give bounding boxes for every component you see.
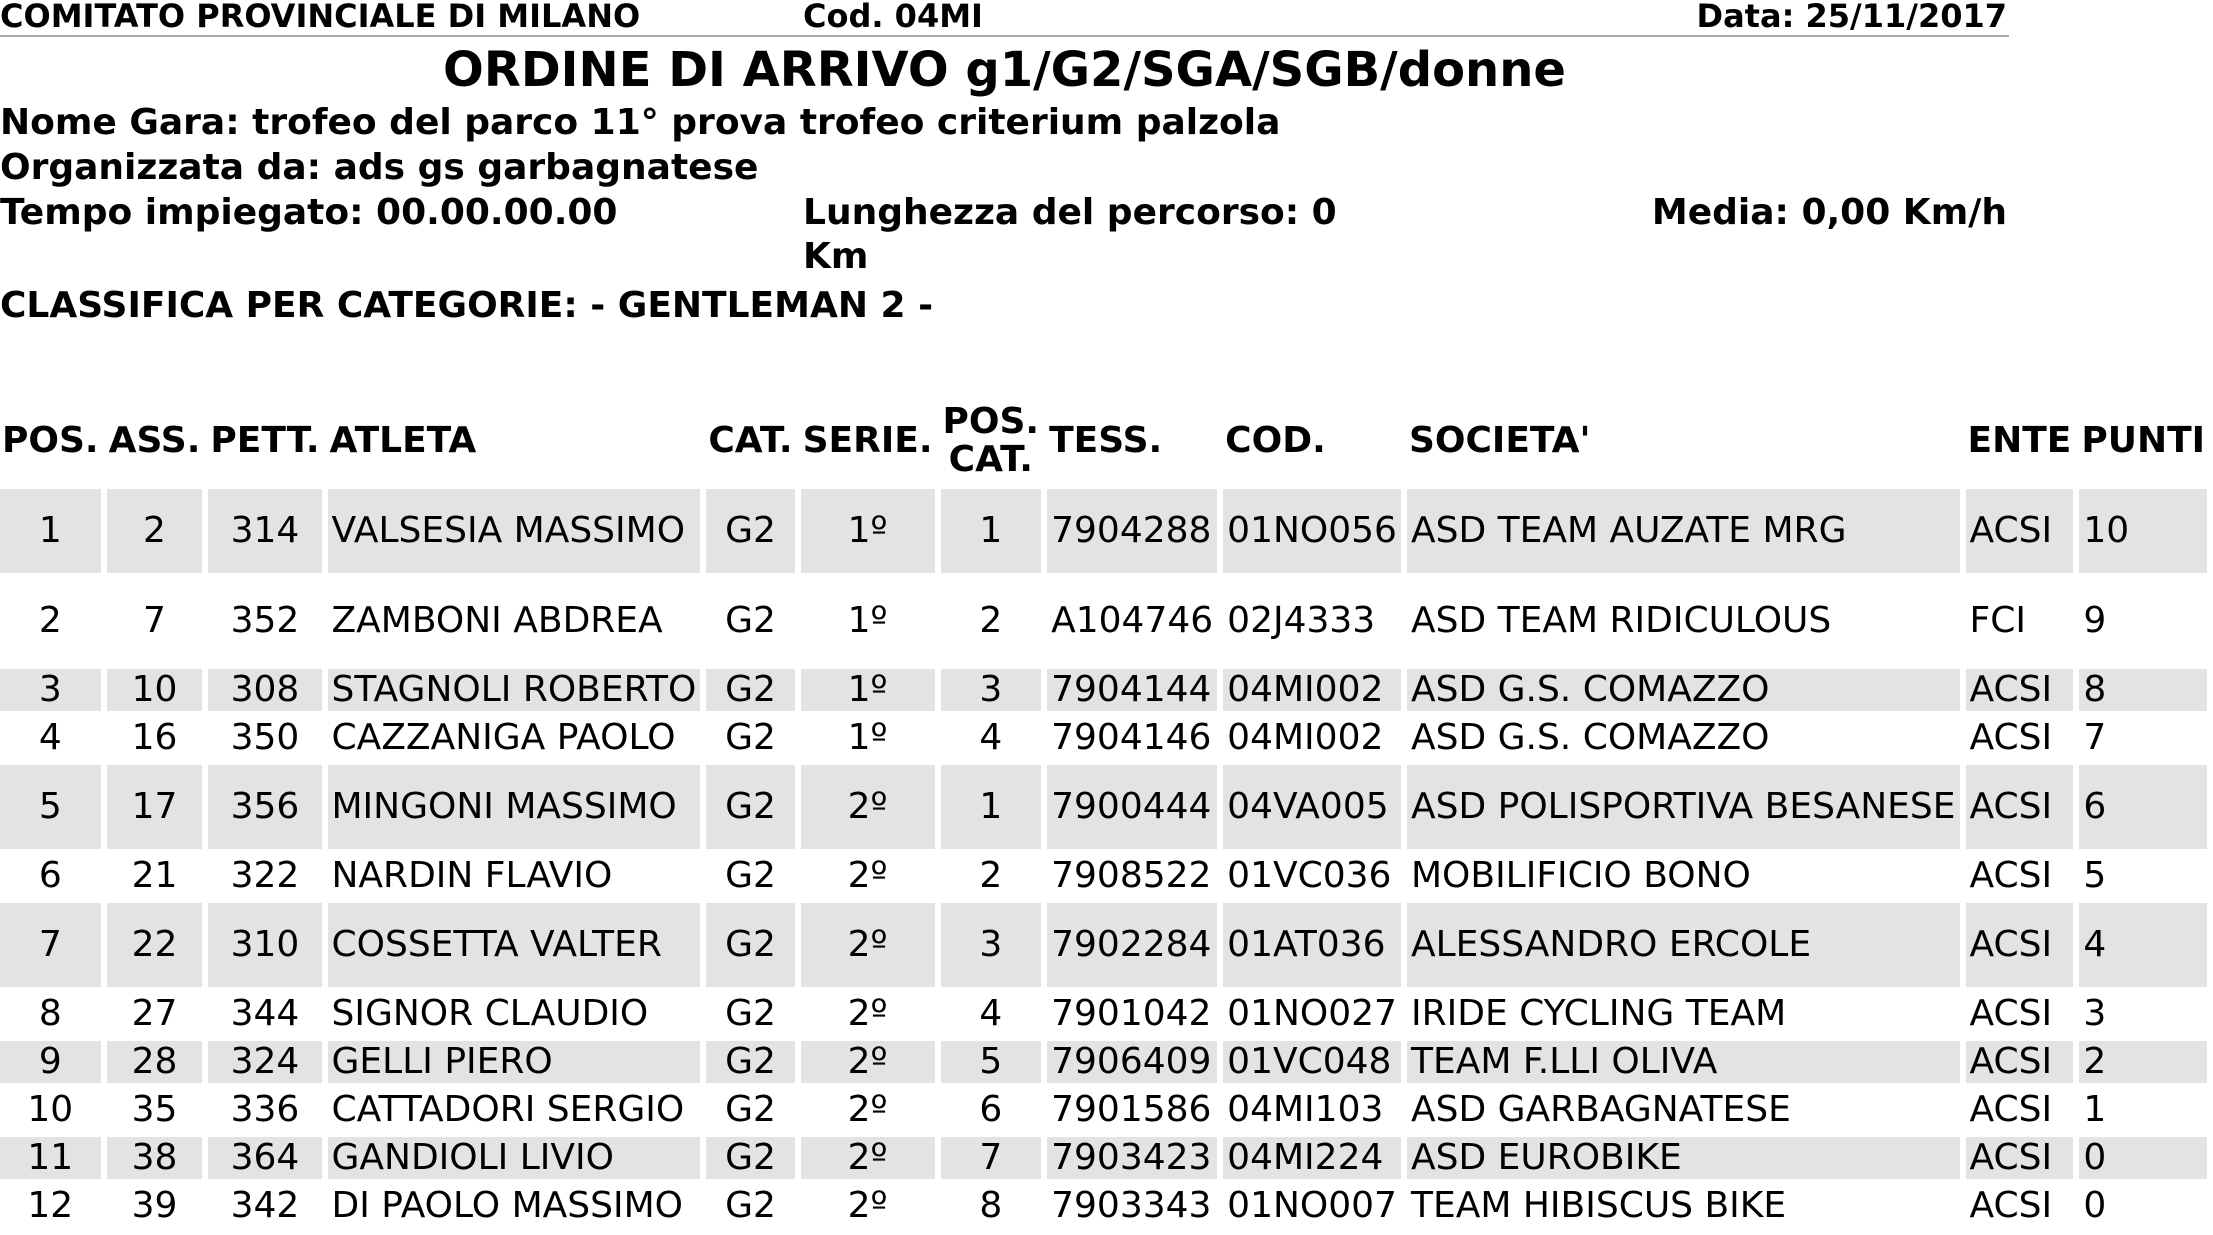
document-date: Data: 25/11/2017 xyxy=(1696,0,2007,35)
table-cell: 3 xyxy=(941,669,1042,711)
table-cell: MINGONI MASSIMO xyxy=(328,765,701,849)
table-cell: 21 xyxy=(131,855,178,896)
column-header: SOCIETA' xyxy=(1408,420,1591,461)
table-cell: ASD POLISPORTIVA BESANESE xyxy=(1407,765,1960,849)
table-cell: 7904146 xyxy=(1051,717,1212,758)
column-header: SERIE. xyxy=(802,420,933,461)
table-cell: 01NO027 xyxy=(1227,993,1397,1034)
table-cell: 12 xyxy=(27,1185,74,1226)
table-cell: 336 xyxy=(230,1089,300,1130)
table-cell: 308 xyxy=(208,669,321,711)
column-header: ATLETA xyxy=(329,420,477,461)
page-title: ORDINE DI ARRIVO g1/G2/SGA/SGB/donne xyxy=(443,42,1566,98)
table-cell: 2 xyxy=(979,600,1003,641)
table-cell: 2º xyxy=(801,765,935,849)
table-header-row xyxy=(0,399,2207,483)
table-cell: 7904288 xyxy=(1047,489,1217,573)
table-row xyxy=(0,855,2207,897)
table-cell: G2 xyxy=(706,669,794,711)
table-row xyxy=(0,1137,2207,1179)
table-cell: 5 xyxy=(2083,855,2107,896)
table-cell: 2º xyxy=(847,993,888,1034)
table-cell: 01NO056 xyxy=(1223,489,1401,573)
table-cell: 0 xyxy=(2083,1185,2107,1226)
table-cell: 02J4333 xyxy=(1227,600,1376,641)
table-cell: 10 xyxy=(2079,489,2207,573)
table-cell: ACSI xyxy=(1969,1185,2053,1226)
table-cell: 22 xyxy=(107,903,203,987)
race-average: Media: 0,00 Km/h xyxy=(1651,192,2007,233)
race-organizer: Organizzata da: ads gs garbagnatese xyxy=(0,147,759,188)
table-cell: 4 xyxy=(2079,903,2207,987)
table-cell: 1º xyxy=(847,717,888,758)
table-cell: 310 xyxy=(208,903,321,987)
table-cell: ACSI xyxy=(1966,1041,2074,1083)
table-cell: 04MI103 xyxy=(1227,1089,1384,1130)
table-cell: GELLI PIERO xyxy=(328,1041,701,1083)
table-cell: ASD TEAM AUZATE MRG xyxy=(1407,489,1960,573)
table-cell: FCI xyxy=(1969,600,2026,641)
table-cell: 7903423 xyxy=(1047,1137,1217,1179)
table-cell: 322 xyxy=(230,855,300,896)
table-cell: 1 xyxy=(941,765,1042,849)
table-cell: ASD G.S. COMAZZO xyxy=(1410,717,1770,758)
table-cell: ASD EUROBIKE xyxy=(1407,1137,1960,1179)
table-cell: 10 xyxy=(27,1089,74,1130)
table-cell: MOBILIFICIO BONO xyxy=(1410,855,1751,896)
table-cell: ACSI xyxy=(1969,717,2053,758)
table-cell: 4 xyxy=(979,717,1003,758)
race-length: Lunghezza del percorso: 0 Km xyxy=(803,192,1337,277)
column-header: POS. xyxy=(2,420,99,461)
table-cell: 4 xyxy=(979,993,1003,1034)
column-header: ENTE xyxy=(1967,420,2072,461)
table-cell: ZAMBONI ABDREA xyxy=(331,600,663,641)
table-cell: 1 xyxy=(941,489,1042,573)
table-cell: 3 xyxy=(941,903,1042,987)
table-cell: 01VC036 xyxy=(1227,855,1392,896)
table-cell: COSSETTA VALTER xyxy=(328,903,701,987)
table-cell: 7 xyxy=(143,600,166,641)
table-cell: 364 xyxy=(208,1137,321,1179)
table-cell: 3 xyxy=(2083,993,2107,1034)
table-cell: ASD G.S. COMAZZO xyxy=(1407,669,1960,711)
table-cell: ASD GARBAGNATESE xyxy=(1410,1089,1791,1130)
table-cell: STAGNOLI ROBERTO xyxy=(328,669,701,711)
table-cell: TEAM HIBISCUS BIKE xyxy=(1410,1185,1787,1226)
table-cell: 1º xyxy=(847,600,888,641)
table-cell: 4 xyxy=(38,717,62,758)
table-cell: 7903343 xyxy=(1051,1185,1212,1226)
column-header: PUNTI xyxy=(2081,420,2206,461)
table-cell: 39 xyxy=(131,1185,178,1226)
classification-title: CLASSIFICA PER CATEGORIE: - GENTLEMAN 2 - xyxy=(0,285,934,326)
table-cell: 04MI002 xyxy=(1227,717,1384,758)
table-cell: 10 xyxy=(107,669,203,711)
race-name: Nome Gara: trofeo del parco 11° prova trofeo criterium palzola xyxy=(0,102,1281,143)
table-cell: 6 xyxy=(2079,765,2207,849)
table-cell: 2º xyxy=(801,1137,935,1179)
table-cell: 9 xyxy=(0,1041,101,1083)
table-row xyxy=(0,765,2207,849)
column-header: PETT. xyxy=(210,420,320,461)
table-cell: 7902284 xyxy=(1047,903,1217,987)
table-cell: 2º xyxy=(801,1041,935,1083)
table-row xyxy=(0,489,2207,573)
table-cell: 7901042 xyxy=(1051,993,1212,1034)
table-cell: 0 xyxy=(2079,1137,2207,1179)
table-cell: ASD TEAM RIDICULOUS xyxy=(1410,600,1832,641)
table-cell: 7908522 xyxy=(1051,855,1212,896)
table-cell: A104746 xyxy=(1051,600,1214,641)
table-cell: 2 xyxy=(107,489,203,573)
table-cell: 342 xyxy=(230,1185,300,1226)
results-table xyxy=(0,393,2213,1233)
table-cell: 9 xyxy=(2083,600,2107,641)
table-cell: 5 xyxy=(0,765,101,849)
table-cell: 01NO007 xyxy=(1227,1185,1397,1226)
table-cell: 6 xyxy=(38,855,62,896)
table-row xyxy=(0,1089,2207,1131)
table-cell: 2º xyxy=(847,855,888,896)
column-header: TESS. xyxy=(1049,420,1163,461)
table-row xyxy=(0,1185,2207,1227)
table-cell: ACSI xyxy=(1969,855,2053,896)
table-cell: ACSI xyxy=(1969,1089,2053,1130)
table-row xyxy=(0,669,2207,711)
table-cell: 356 xyxy=(208,765,321,849)
table-cell: 350 xyxy=(230,717,300,758)
table-cell: 7906409 xyxy=(1047,1041,1217,1083)
table-cell: 7 xyxy=(941,1137,1042,1179)
table-cell: ACSI xyxy=(1966,903,2074,987)
table-cell: 01VC048 xyxy=(1223,1041,1401,1083)
table-cell: 17 xyxy=(107,765,203,849)
table-cell: 314 xyxy=(208,489,321,573)
table-row xyxy=(0,1041,2207,1083)
table-cell: 8 xyxy=(2079,669,2207,711)
table-cell: 8 xyxy=(38,993,62,1034)
table-cell: 7900444 xyxy=(1047,765,1217,849)
table-cell: 1º xyxy=(801,489,935,573)
table-cell: GANDIOLI LIVIO xyxy=(328,1137,701,1179)
table-cell: G2 xyxy=(706,765,794,849)
table-cell: 344 xyxy=(230,993,300,1034)
table-cell: G2 xyxy=(725,600,776,641)
table-cell: 27 xyxy=(131,993,178,1034)
table-cell: 28 xyxy=(107,1041,203,1083)
table-cell: 2º xyxy=(801,903,935,987)
table-cell: 352 xyxy=(230,600,300,641)
table-cell: 04MI224 xyxy=(1223,1137,1401,1179)
table-cell: 01AT036 xyxy=(1223,903,1401,987)
table-cell: G2 xyxy=(706,489,794,573)
table-cell: ACSI xyxy=(1966,669,2074,711)
table-cell: 7 xyxy=(0,903,101,987)
table-cell: VALSESIA MASSIMO xyxy=(328,489,701,573)
table-cell: 3 xyxy=(0,669,101,711)
table-row xyxy=(0,579,2207,663)
table-cell: 7901586 xyxy=(1051,1089,1212,1130)
race-time: Tempo impiegato: 00.00.00.00 xyxy=(0,192,618,233)
table-cell: 2º xyxy=(847,1185,888,1226)
table-row xyxy=(0,903,2207,987)
table-cell: ALESSANDRO ERCOLE xyxy=(1407,903,1960,987)
document-header xyxy=(0,0,2009,37)
table-cell: 04MI002 xyxy=(1223,669,1401,711)
table-cell: IRIDE CYCLING TEAM xyxy=(1410,993,1787,1034)
table-cell: 7 xyxy=(2083,717,2107,758)
committee-code: Cod. 04MI xyxy=(803,0,983,35)
table-cell: CAZZANIGA PAOLO xyxy=(331,717,676,758)
table-cell: 11 xyxy=(0,1137,101,1179)
table-cell: G2 xyxy=(725,1185,776,1226)
table-cell: G2 xyxy=(725,717,776,758)
table-cell: G2 xyxy=(706,1137,794,1179)
committee-name: COMITATO PROVINCIALE DI MILANO xyxy=(0,0,641,35)
column-header: COD. xyxy=(1225,420,1326,461)
table-cell: 1º xyxy=(801,669,935,711)
table-cell: 2 xyxy=(2079,1041,2207,1083)
table-cell: 2 xyxy=(979,855,1003,896)
table-row xyxy=(0,993,2207,1035)
table-cell: SIGNOR CLAUDIO xyxy=(331,993,649,1034)
table-cell: CATTADORI SERGIO xyxy=(331,1089,685,1130)
table-cell: ACSI xyxy=(1966,1137,2074,1179)
table-cell: G2 xyxy=(706,903,794,987)
table-cell: 04VA005 xyxy=(1223,765,1401,849)
table-cell: 2º xyxy=(847,1089,888,1130)
table-cell: ACSI xyxy=(1969,993,2053,1034)
column-header: POS. CAT. xyxy=(942,401,1040,480)
table-cell: NARDIN FLAVIO xyxy=(331,855,613,896)
table-cell: 2 xyxy=(38,600,62,641)
table-cell: 7904144 xyxy=(1047,669,1217,711)
table-cell: G2 xyxy=(725,993,776,1034)
table-cell: G2 xyxy=(725,855,776,896)
table-cell: ACSI xyxy=(1966,765,2074,849)
table-cell: 1 xyxy=(2083,1089,2107,1130)
column-header: CAT. xyxy=(708,420,793,461)
table-cell: DI PAOLO MASSIMO xyxy=(331,1185,683,1226)
table-cell: 38 xyxy=(107,1137,203,1179)
table-cell: 5 xyxy=(941,1041,1042,1083)
table-cell: 1 xyxy=(0,489,101,573)
table-row xyxy=(0,717,2207,759)
table-cell: 35 xyxy=(131,1089,178,1130)
column-header: ASS. xyxy=(108,420,201,461)
table-cell: G2 xyxy=(706,1041,794,1083)
table-cell: G2 xyxy=(725,1089,776,1130)
table-cell: 8 xyxy=(979,1185,1003,1226)
table-cell: TEAM F.LLI OLIVA xyxy=(1407,1041,1960,1083)
table-cell: 324 xyxy=(208,1041,321,1083)
table-cell: ACSI xyxy=(1966,489,2074,573)
table-cell: 6 xyxy=(979,1089,1003,1130)
table-cell: 16 xyxy=(131,717,178,758)
